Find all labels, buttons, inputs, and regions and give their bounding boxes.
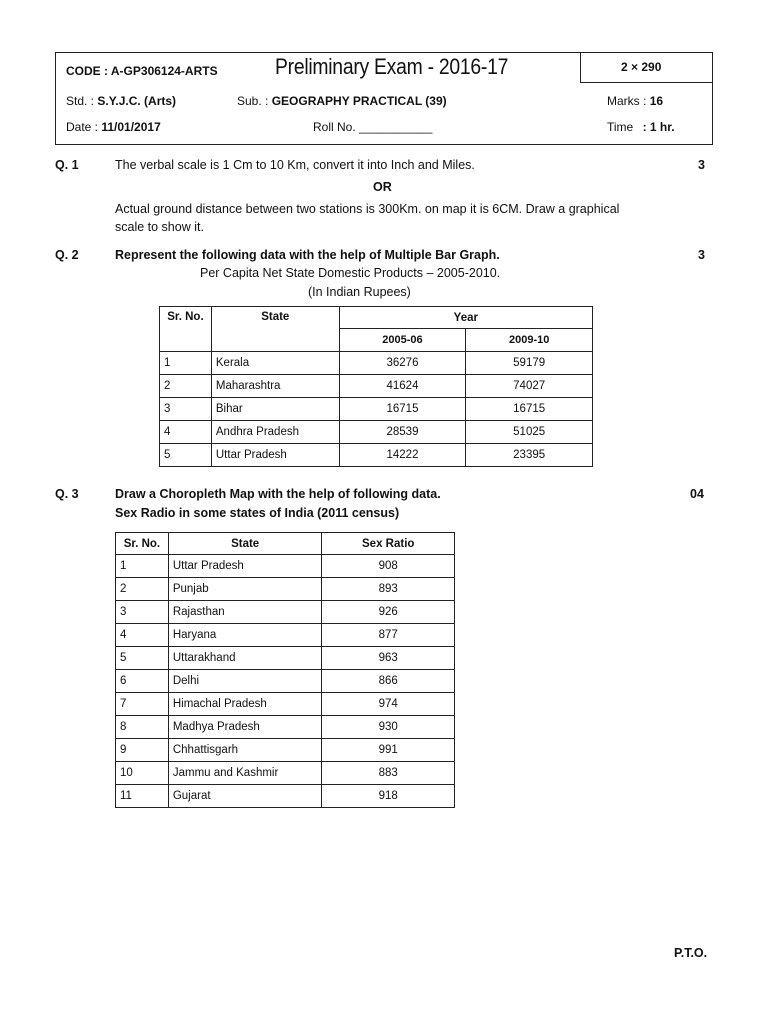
cell-ratio: 930 — [322, 716, 455, 739]
cell-ratio: 883 — [322, 762, 455, 785]
cell-ratio: 963 — [322, 647, 455, 670]
col-header-2005-06: 2005-06 — [339, 329, 466, 352]
cell-srno: 4 — [160, 421, 212, 444]
cell-y1: 14222 — [339, 444, 466, 467]
cell-srno: 2 — [160, 375, 212, 398]
date-label: Date : — [66, 120, 99, 134]
q3-subtitle: Sex Radio in some states of India (2011 census) — [115, 506, 400, 520]
cell-state: Uttar Pradesh — [211, 444, 339, 467]
sub-value: GEOGRAPHY PRACTICAL (39) — [271, 94, 447, 108]
cell-y2: 59179 — [466, 352, 593, 375]
cell-srno: 5 — [160, 444, 212, 467]
q3-text: Draw a Choropleth Map with the help of following data. — [115, 487, 441, 501]
cell-srno: 10 — [116, 762, 169, 785]
cell-state: Gujarat — [168, 785, 322, 808]
cell-state: Uttar Pradesh — [168, 555, 322, 578]
date-value: 11/01/2017 — [101, 120, 161, 134]
std-value: S.Y.J.C. (Arts) — [97, 94, 177, 108]
cell-state: Rajasthan — [168, 601, 322, 624]
q1-number: Q. 1 — [55, 158, 79, 172]
cell-state: Maharashtra — [211, 375, 339, 398]
q2-subtitle2: (In Indian Rupees) — [308, 285, 411, 299]
code-label: CODE : — [66, 64, 108, 78]
cell-state: Andhra Pradesh — [211, 421, 339, 444]
cell-srno: 7 — [116, 693, 169, 716]
cell-state: Chhattisgarh — [168, 739, 322, 762]
table-row — [160, 421, 593, 444]
time-label: Time — [607, 120, 634, 134]
marks-line — [607, 94, 663, 108]
cell-state: Bihar — [211, 398, 339, 421]
cell-y2: 23395 — [466, 444, 593, 467]
time-value: : 1 hr. — [642, 120, 675, 134]
q2-text: Represent the following data with the help of Multiple Bar Graph. — [115, 248, 500, 262]
cell-y2: 74027 — [466, 375, 593, 398]
table-row — [116, 785, 455, 808]
q2-number: Q. 2 — [55, 248, 79, 262]
cell-ratio: 866 — [322, 670, 455, 693]
cell-state: Haryana — [168, 624, 322, 647]
std-line — [66, 94, 176, 108]
marks-value: 16 — [649, 94, 664, 108]
header-divider-bottom — [580, 82, 713, 83]
table-row — [160, 444, 593, 467]
time-line — [607, 120, 675, 134]
cell-ratio: 893 — [322, 578, 455, 601]
pto-label: P.T.O. — [674, 946, 708, 960]
cell-y2: 16715 — [466, 398, 593, 421]
cell-state: Uttarakhand — [168, 647, 322, 670]
table-row — [160, 375, 593, 398]
subject-line — [237, 94, 447, 108]
table-row — [160, 352, 593, 375]
cell-y1: 16715 — [339, 398, 466, 421]
cell-y1: 28539 — [339, 421, 466, 444]
cell-srno: 6 — [116, 670, 169, 693]
q3-number: Q. 3 — [55, 487, 79, 501]
table-row — [116, 555, 455, 578]
cell-ratio: 918 — [322, 785, 455, 808]
cell-state: Kerala — [211, 352, 339, 375]
q3-marks: 04 — [690, 487, 704, 501]
cell-srno: 9 — [116, 739, 169, 762]
table-row — [116, 578, 455, 601]
table-row — [116, 670, 455, 693]
code-line — [66, 64, 218, 78]
table-row — [116, 647, 455, 670]
cell-ratio: 991 — [322, 739, 455, 762]
q1-alt-line1: Actual ground distance between two stations is 300Km. on map it is 6CM. Draw a graphical — [115, 202, 620, 216]
col-header-srno: Sr. No. — [116, 533, 169, 555]
col-header-sex-ratio: Sex Ratio — [322, 533, 455, 555]
col-header-srno: Sr. No. — [160, 307, 212, 352]
table-row — [116, 739, 455, 762]
cell-state: Punjab — [168, 578, 322, 601]
box-code: 2 × 290 — [621, 60, 662, 74]
cell-state: Madhya Pradesh — [168, 716, 322, 739]
q1-marks: 3 — [698, 158, 705, 172]
cell-ratio: 926 — [322, 601, 455, 624]
q2-marks: 3 — [698, 248, 705, 262]
cell-srno: 5 — [116, 647, 169, 670]
code-value: A-GP306124-ARTS — [110, 64, 218, 78]
cell-srno: 8 — [116, 716, 169, 739]
sex-ratio-table — [115, 532, 455, 808]
cell-srno: 3 — [160, 398, 212, 421]
header-divider — [580, 53, 581, 83]
table-row — [116, 716, 455, 739]
col-header-year: Year — [339, 307, 592, 329]
cell-y1: 41624 — [339, 375, 466, 398]
roll-no-line: Roll No. ___________ — [313, 120, 433, 134]
exam-title: Preliminary Exam - 2016-17 — [275, 54, 509, 79]
col-header-state: State — [168, 533, 322, 555]
table-row — [116, 693, 455, 716]
q1-alt-line2: scale to show it. — [115, 220, 204, 234]
cell-ratio: 877 — [322, 624, 455, 647]
marks-label: Marks : — [607, 94, 647, 108]
cell-y2: 51025 — [466, 421, 593, 444]
cell-srno: 1 — [160, 352, 212, 375]
cell-srno: 1 — [116, 555, 169, 578]
table-row — [116, 624, 455, 647]
cell-state: Delhi — [168, 670, 322, 693]
cell-srno: 4 — [116, 624, 169, 647]
cell-srno: 11 — [116, 785, 169, 808]
cell-state: Himachal Pradesh — [168, 693, 322, 716]
q1-or: OR — [373, 180, 392, 194]
col-header-state: State — [211, 307, 339, 352]
cell-ratio: 974 — [322, 693, 455, 716]
table-row — [116, 601, 455, 624]
cell-srno: 2 — [116, 578, 169, 601]
cell-y1: 36276 — [339, 352, 466, 375]
cell-state: Jammu and Kashmir — [168, 762, 322, 785]
table-row — [116, 762, 455, 785]
cell-srno: 3 — [116, 601, 169, 624]
std-label: Std. : — [66, 94, 95, 108]
sub-label: Sub. : — [237, 94, 269, 108]
q1-text: The verbal scale is 1 Cm to 10 Km, convert it into Inch and Miles. — [115, 158, 475, 172]
date-line — [66, 120, 161, 134]
per-capita-table — [159, 306, 593, 467]
q2-subtitle1: Per Capita Net State Domestic Products – 2005-2010. — [200, 266, 501, 280]
col-header-2009-10: 2009-10 — [466, 329, 593, 352]
table-row — [160, 398, 593, 421]
cell-ratio: 908 — [322, 555, 455, 578]
